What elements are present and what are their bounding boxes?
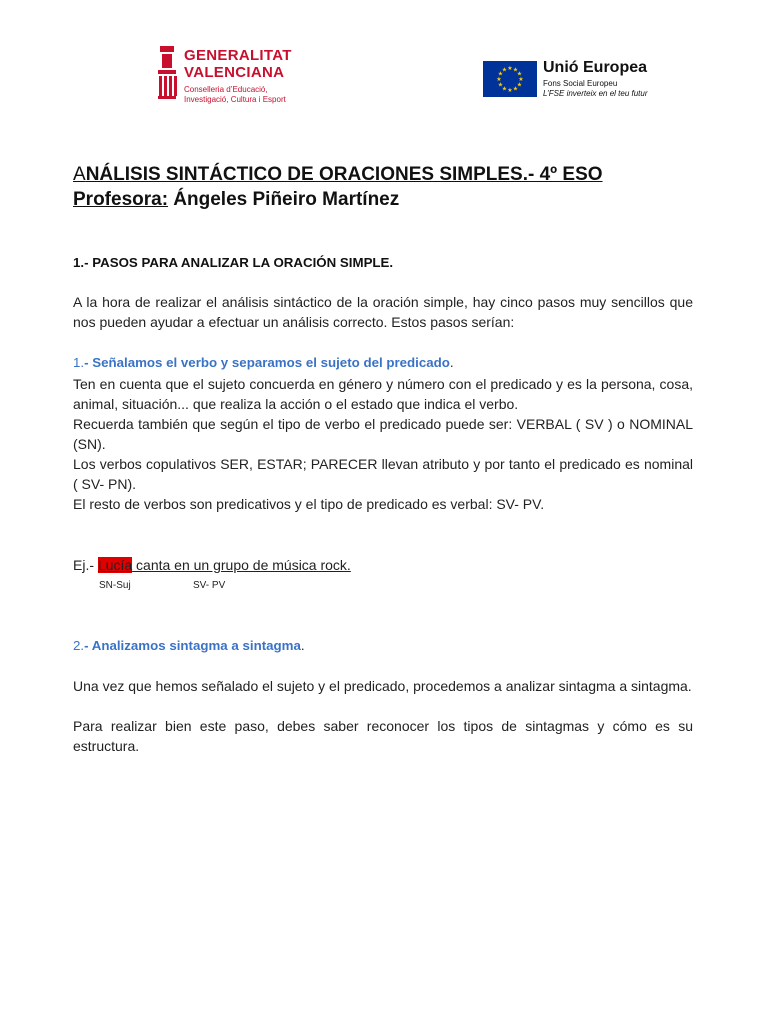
document-title bbox=[73, 163, 603, 187]
step2-dash: - bbox=[84, 638, 92, 653]
example-prefix: Ej.- bbox=[73, 557, 98, 573]
generalitat-valenciana-logo bbox=[150, 38, 315, 118]
teacher-line bbox=[73, 188, 399, 212]
example-subject-label: SN-Suj bbox=[99, 580, 131, 591]
step1-paragraph-1: Ten en cuenta que el sujeto concuerda en género y número con el predicado y es la persona, cosa, animal, situación... que realiza la acción o el estado que indica el verbo. bbox=[73, 376, 693, 412]
step1-number: 1. bbox=[73, 355, 85, 370]
step2-paragraph-2: Para realizar bien este paso, debes saber reconocer los tipos de sintagmas y cómo es su estructura. bbox=[73, 718, 693, 754]
step1-heading bbox=[73, 354, 454, 372]
step1-dash: - bbox=[84, 355, 93, 370]
step1-dot: . bbox=[449, 355, 454, 370]
gva-name-line2: VALENCIANA bbox=[184, 64, 285, 81]
svg-text:★: ★ bbox=[516, 81, 523, 89]
svg-text:★: ★ bbox=[497, 70, 504, 78]
svg-text:★: ★ bbox=[516, 70, 523, 78]
section-heading: 1.- PASOS PARA ANALIZAR LA ORACIÓN SIMPLE. bbox=[73, 255, 394, 270]
eu-flag-icon bbox=[483, 61, 537, 97]
step1-paragraph-3: Los verbos copulativos SER, ESTAR; PARECER llevan atributo y por tanto el predicado es nominal ( SV- PN). bbox=[73, 456, 693, 492]
example-predicate: canta en un grupo de música rock. bbox=[132, 557, 351, 573]
eu-subtitle-line2: L’FSE inverteix en el teu futur bbox=[543, 89, 648, 98]
title-rest: NÁLISIS SINTÁCTICO DE ORACIONES SIMPLES.- 4º ESO bbox=[85, 164, 603, 185]
intro-paragraph: A la hora de realizar el análisis sintáctico de la oración simple, hay cinco pasos muy sencillos que nos pueden ayudar a efectuar un análisis correcto. Estos pasos serían: bbox=[73, 294, 693, 330]
svg-text:★: ★ bbox=[497, 81, 504, 89]
svg-text:★: ★ bbox=[518, 76, 524, 83]
example-sentence bbox=[73, 555, 351, 575]
step2-text: Analizamos sintagma a sintagma bbox=[91, 638, 301, 653]
step1-text: Señalamos el verbo y separamos el sujeto del predicado bbox=[92, 355, 450, 370]
step2-paragraph-1: Una vez que hemos señalado el sujeto y el predicado, procedemos a analizar sintagma a sintagma. bbox=[73, 678, 692, 694]
title-first-letter: A bbox=[73, 164, 86, 185]
eu-subtitle-line1: Fons Social Europeu bbox=[543, 79, 618, 88]
gva-subtitle-line1: Conselleria d’Educació, bbox=[184, 85, 268, 94]
step2-heading bbox=[73, 637, 305, 655]
teacher-name: Ángeles Piñeiro Martínez bbox=[168, 189, 400, 210]
svg-text:★: ★ bbox=[507, 87, 513, 94]
svg-text:★: ★ bbox=[512, 85, 519, 93]
step1-paragraph-4: El resto de verbos son predicativos y el tipo de predicado es verbal: SV- PV. bbox=[73, 496, 545, 512]
example-predicate-label: SV- PV bbox=[193, 580, 226, 591]
step2-dot: . bbox=[300, 638, 305, 653]
eu-logo bbox=[483, 55, 698, 105]
svg-text:★: ★ bbox=[512, 66, 519, 74]
step1-paragraph-2: Recuerda también que según el tipo de verbo el predicado puede ser: VERBAL ( SV ) o NOMINAL (SN). bbox=[73, 416, 693, 452]
example-subject: Lucía bbox=[97, 557, 133, 573]
teacher-label: Profesora: bbox=[73, 189, 169, 210]
svg-text:★: ★ bbox=[496, 76, 502, 83]
eu-title: Unió Europea bbox=[543, 59, 648, 76]
gva-subtitle-line2: Investigació, Cultura i Esport bbox=[184, 95, 286, 104]
gva-emblem-icon bbox=[156, 46, 178, 100]
svg-text:★: ★ bbox=[501, 66, 508, 74]
gva-name-line1: GENERALITAT bbox=[184, 47, 292, 64]
step2-number: 2. bbox=[73, 638, 85, 653]
svg-text:★: ★ bbox=[507, 65, 513, 72]
svg-text:★: ★ bbox=[501, 85, 508, 93]
